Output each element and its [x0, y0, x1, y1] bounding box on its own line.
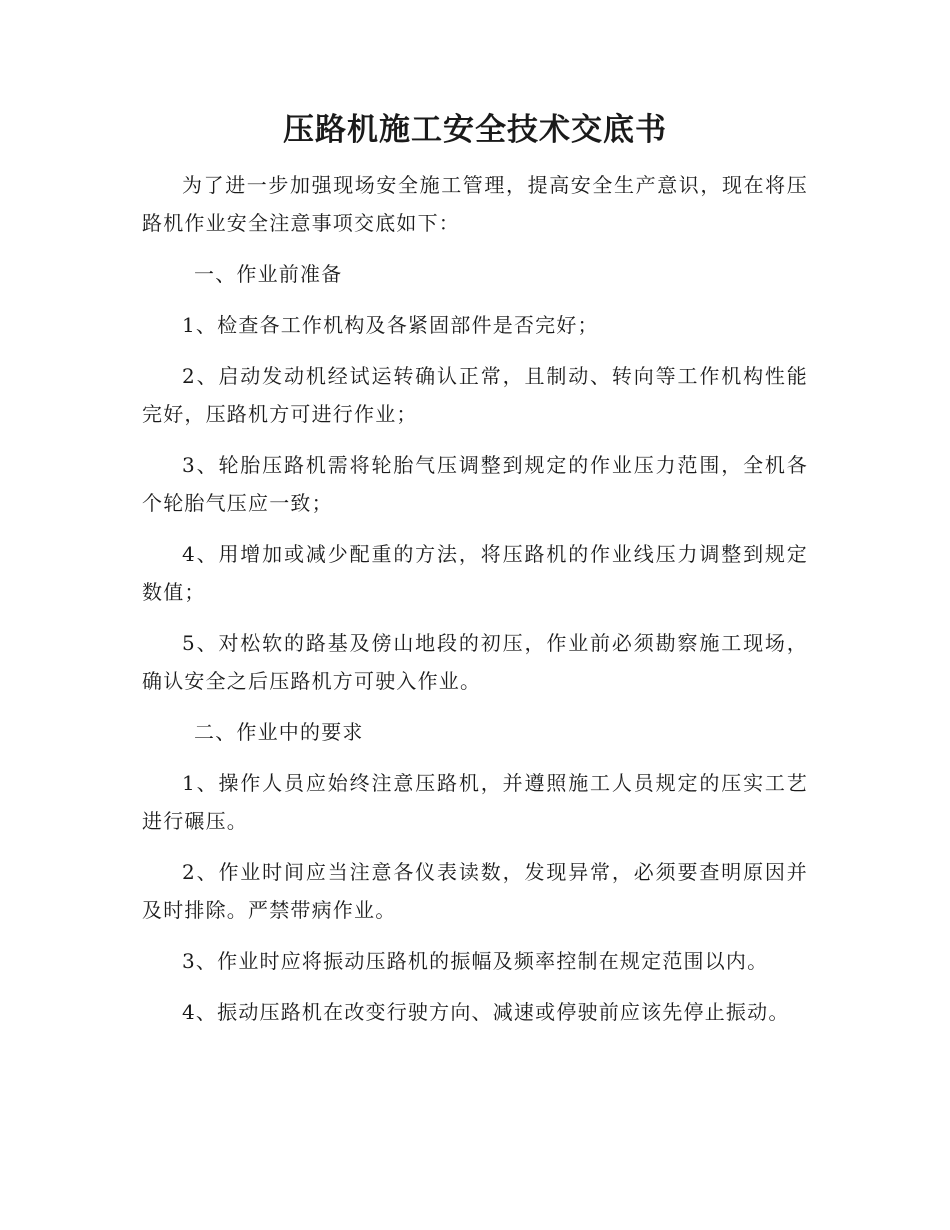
section-2-item-1: 1、操作人员应始终注意压路机，并遵照施工人员规定的压实工艺进行碾压。 [142, 771, 808, 833]
section-2-item-3: 3、作业时应将振动压路机的振幅及频率控制在规定范围以内。 [182, 949, 769, 973]
section-heading-operation: 二、作业中的要求 [194, 720, 364, 744]
section-1-item-1: 1、检查各工作机构及各紧固部件是否完好； [182, 313, 599, 337]
document-title: 压路机施工安全技术交底书 [283, 112, 667, 148]
section-1-item-5: 5、对松软的路基及傍山地段的初压，作业前必须勘察施工现场，确认安全之后压路机方可驶入作业。 [142, 631, 808, 693]
section-1-item-4: 4、用增加或减少配重的方法，将压路机的作业线压力调整到规定数值； [142, 542, 808, 604]
section-heading-preparation: 一、作业前准备 [194, 262, 343, 286]
section-2-item-4: 4、振动压路机在改变行驶方向、减速或停驶前应该先停止振动。 [182, 1000, 790, 1024]
section-1-item-2: 2、启动发动机经试运转确认正常，且制动、转向等工作机构性能完好，压路机方可进行作业； [142, 364, 808, 426]
section-2-item-2: 2、作业时间应当注意各仪表读数，发现异常，必须要查明原因并及时排除。严禁带病作业。 [142, 860, 808, 922]
section-1-item-3: 3、轮胎压路机需将轮胎气压调整到规定的作业压力范围，全机各个轮胎气压应一致； [142, 453, 808, 515]
document-body [142, 166, 808, 1031]
intro-paragraph: 为了进一步加强现场安全施工管理，提高安全生产意识，现在将压路机作业安全注意事项交底如下： [142, 173, 808, 235]
